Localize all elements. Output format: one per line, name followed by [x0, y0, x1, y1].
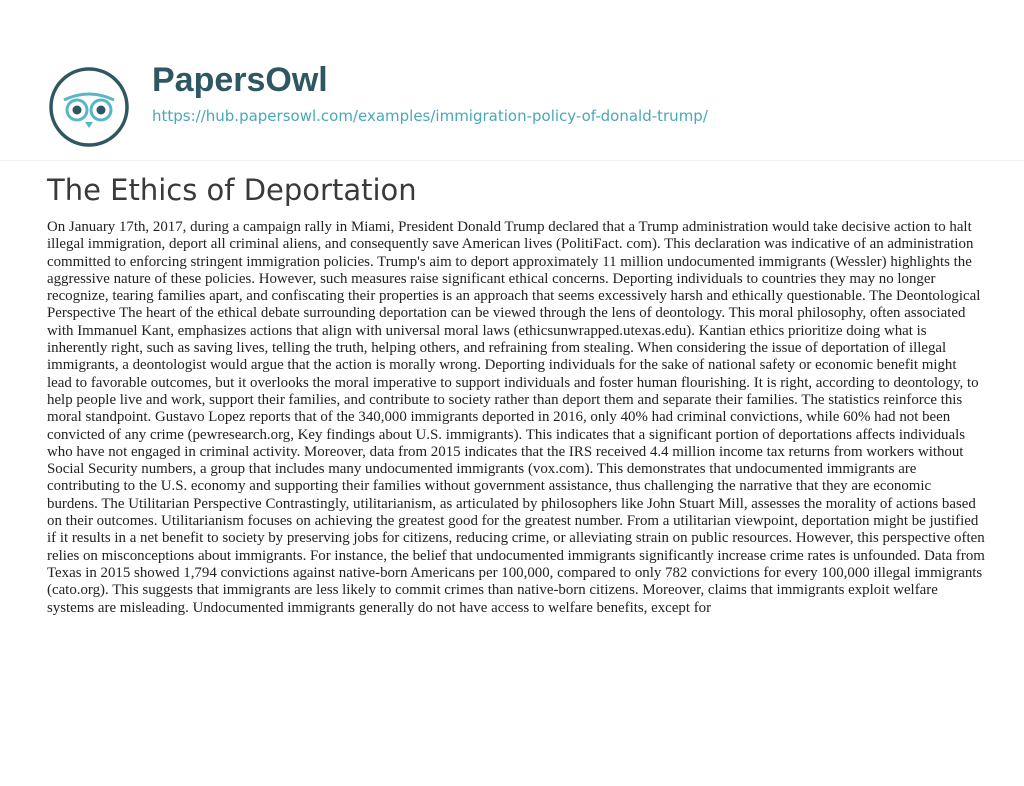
source-url[interactable]: https://hub.papersowl.com/examples/immigration-policy-of-donald-trump/ [152, 107, 708, 125]
site-header [0, 0, 1024, 160]
owl-logo-icon[interactable] [48, 66, 130, 148]
page-title: The Ethics of Deportation [47, 173, 417, 207]
essay-body: On January 17th, 2017, during a campaign rally in Miami, President Donald Trump declared that a Trump administration would take decisive action to halt illegal immigration, deport all criminal aliens, and consequently save American lives (PolitiFact. com). This declaration was indicative of an administration committed to enforcing stringent immigration policies. Trump's aim to deport approximately 11 million undocumented immigrants (Wessler) highlights the aggressive nature of these policies. However, such measures raise significant ethical concerns. Deporting individuals to countries they may no longer recognize, tearing families apart, and confiscating their properties is an approach that seems excessively harsh and ethically questionable. The Deontological Perspective The heart of the ethical debate surrounding deportation can be viewed through the lens of deontology. This moral philosophy, often associated with Immanuel Kant, emphasizes actions that align with universal moral laws (ethicsunwrapped.utexas.edu). Kantian ethics prioritize doing what is inherently right, such as saving lives, telling the truth, helping others, and refraining from stealing. When considering the issue of deportation of illegal immigrants, a deontologist would argue that the action is morally wrong. Deporting individuals for the sake of national safety or economic benefit might lead to favorable outcomes, but it overlooks the moral imperative to support individuals and foster human flourishing. It is right, according to deontology, to help people live and work, support their families, and contribute to society rather than deport them and separate their families. The statistics reinforce this moral standpoint. Gustavo Lopez reports that of the 340,000 immigrants deported in 2016, only 40% had criminal convictions, while 60% had not been convicted of any crime (pewresearch.org, Key findings about U.S. immigrants). This indicates that a significant portion of deportations affects individuals who have not engaged in criminal activity. Moreover, data from 2015 indicates that the IRS received 4.4 million income tax returns from workers without Social Security numbers, a group that includes many undocumented immigrants (vox.com). This demonstrates that undocumented immigrants are contributing to the U.S. economy and supporting their families without government assistance, thus challenging the narrative that they are economic burdens. The Utilitarian Perspective Contrastingly, utilitarianism, as articulated by philosophers like John Stuart Mill, assesses the morality of actions based on their outcomes. Utilitarianism focuses on achieving the greatest good for the greatest number. From a utilitarian viewpoint, deportation might be justified if it results in a net benefit to society by preserving jobs for citizens, reducing crime, or alleviating strain on public resources. However, this perspective often relies on misconceptions about immigrants. For instance, the belief that undocumented immigrants significantly increase crime rates is unfounded. Data from Texas in 2015 showed 1,794 convictions against native-born Americans per 100,000, compared to only 782 convictions for every 100,000 illegal immigrants (cato.org). This suggests that immigrants are less likely to commit crimes than native-born citizens. Moreover, claims that immigrants exploit welfare systems are misleading. Undocumented immigrants generally do not have access to welfare benefits, except for [47, 219, 985, 616]
header-divider [0, 160, 1024, 161]
brand-name[interactable]: PapersOwl [152, 61, 328, 99]
